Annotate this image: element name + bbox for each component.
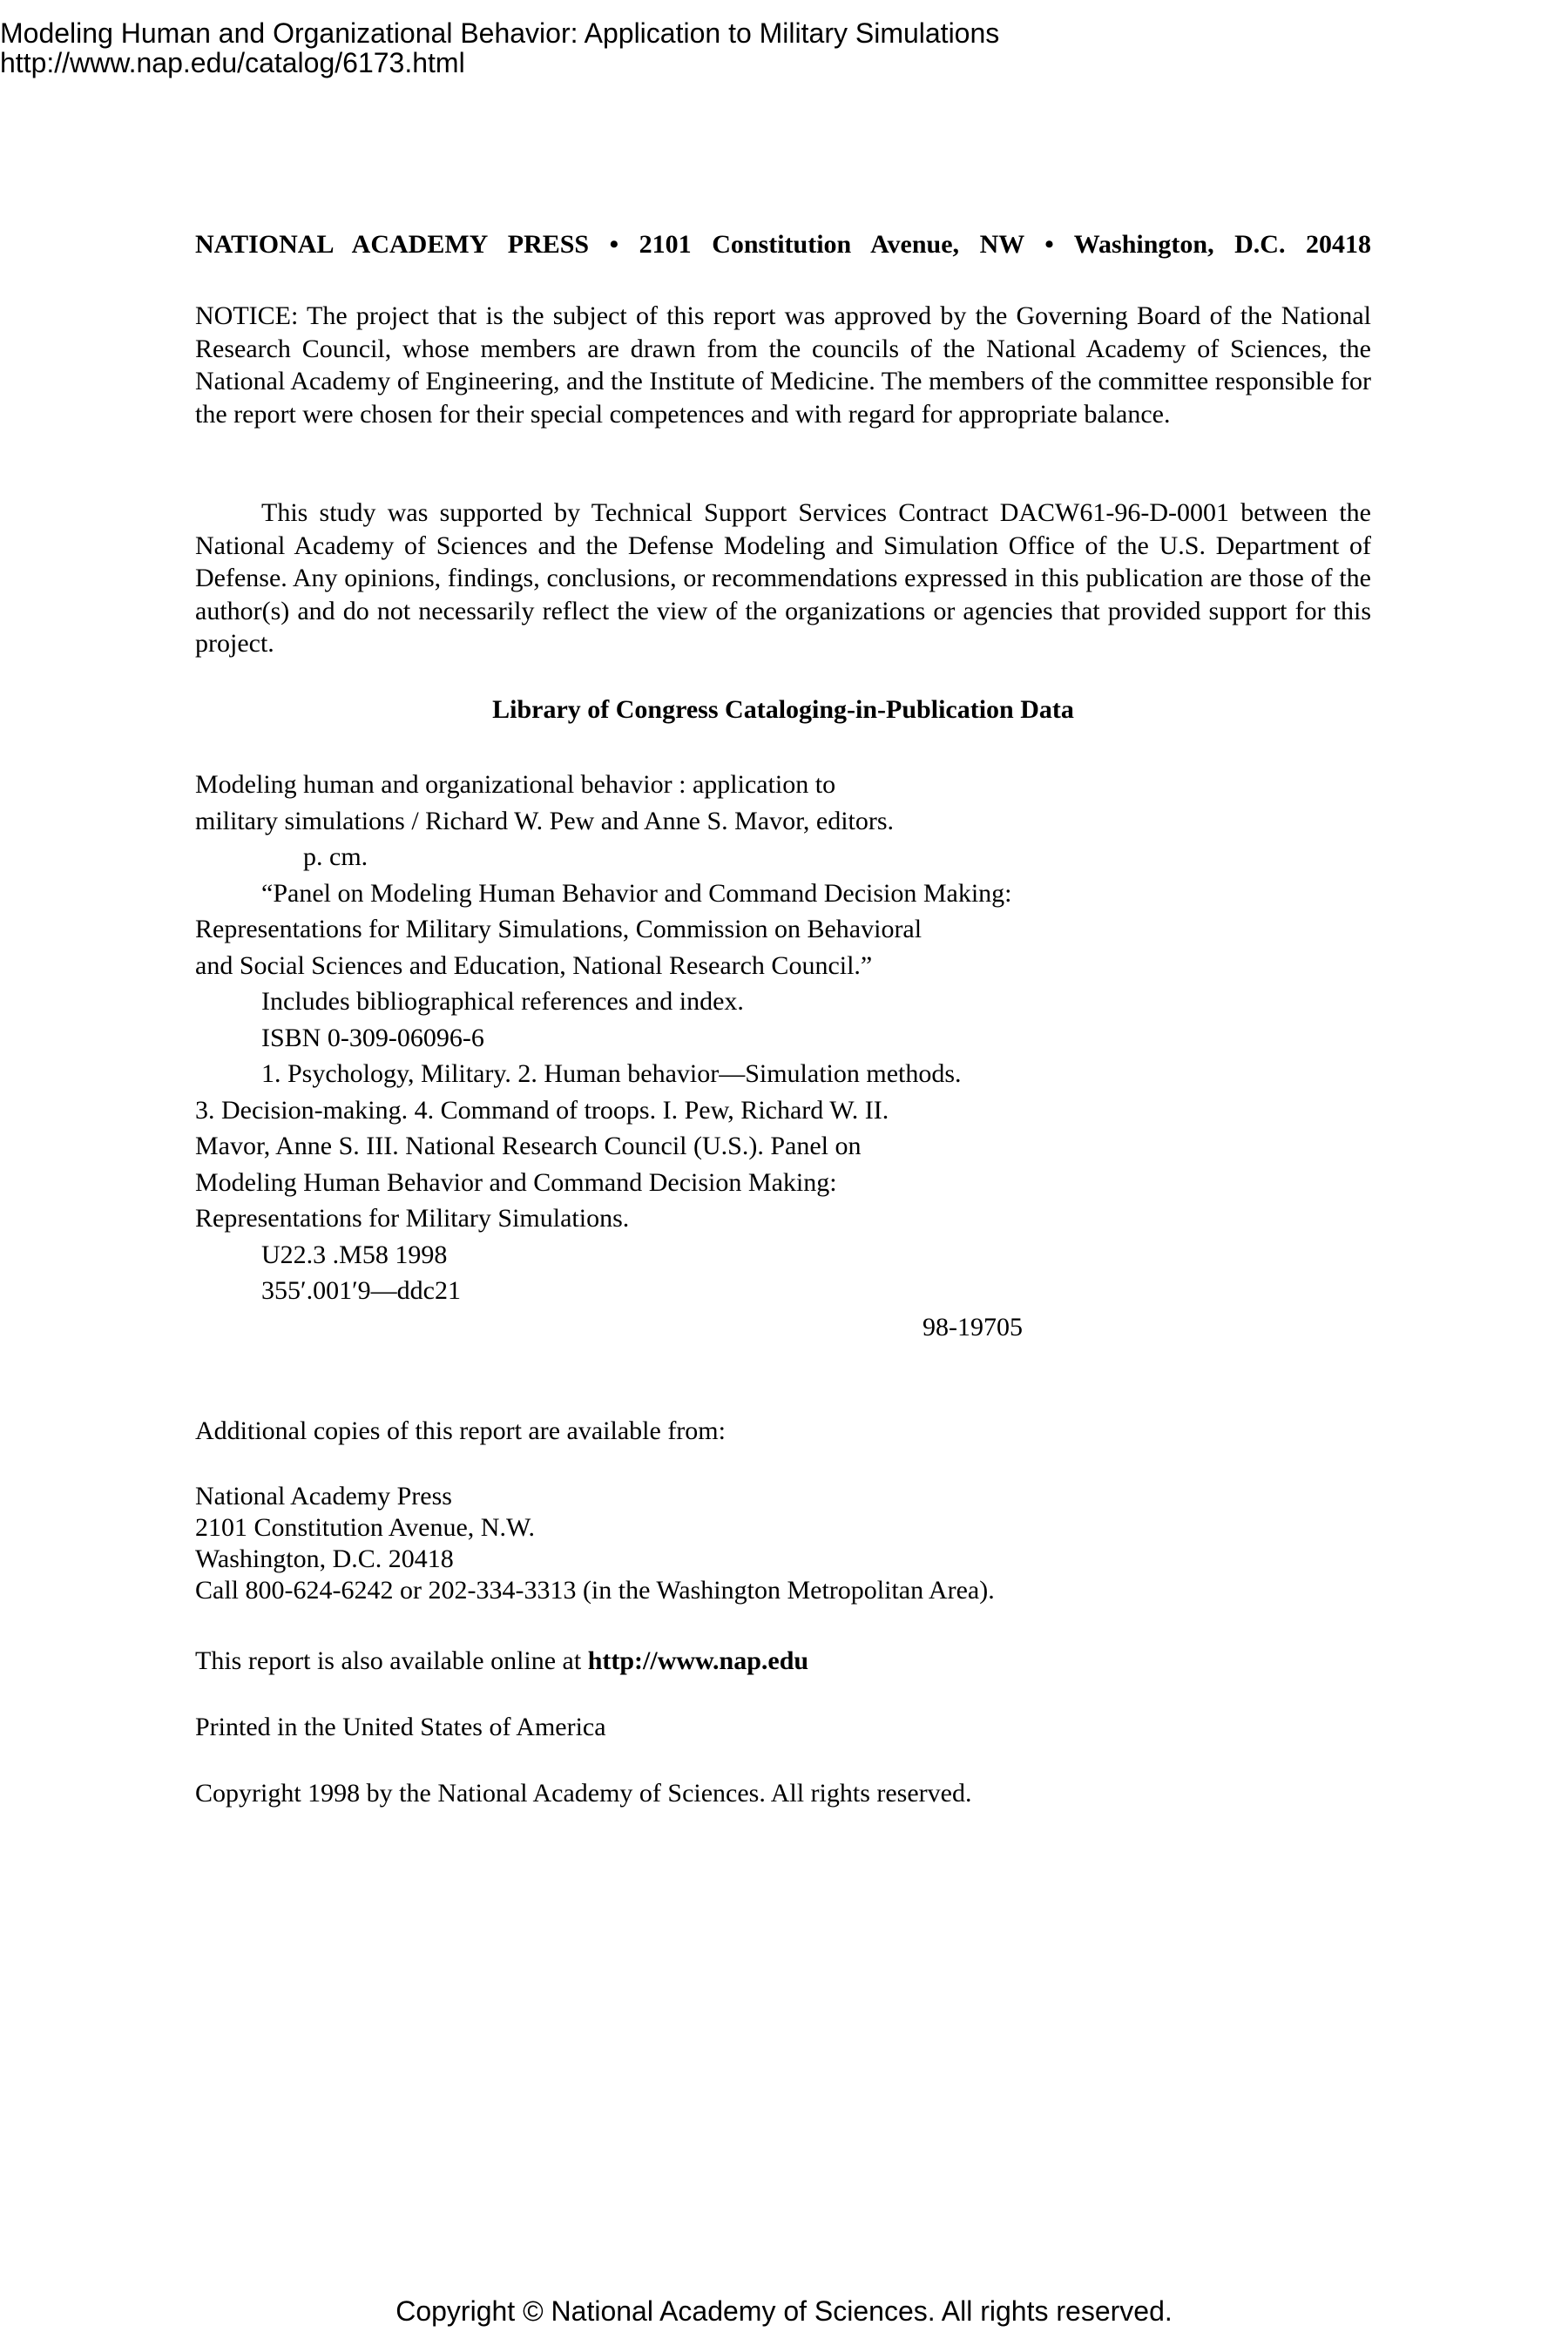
- cip-line: 1. Psychology, Military. 2. Human behavior—Simulation methods.: [261, 1059, 962, 1088]
- copyright-statement: Copyright 1998 by the National Academy of Sciences. All rights reserved.: [195, 1779, 972, 1808]
- online-availability: [195, 1645, 808, 1678]
- cip-data-block: [195, 767, 1153, 1345]
- printed-in-line: Printed in the United States of America: [195, 1713, 606, 1741]
- cip-heading: Library of Congress Cataloging-in-Publication Data: [492, 695, 1074, 724]
- notice-paragraph: NOTICE: The project that is the subject of this report was approved by the Governing Board of the National Research Council, whose members are drawn from the councils of the National Academy of Sciences, the National Academy of Engineering, and the Institute of Medicine. The members of the committee responsible for the report were chosen for their special competences and with regard for appropriate balance.: [195, 301, 1371, 429]
- cip-line: Representations for Military Simulations, Commission on Behavioral: [195, 915, 923, 943]
- support-paragraph: This study was supported by Technical Support Services Contract DACW61-96-D-0001 between the National Academy of Sciences and the Defense Modeling and Simulation Office of the U.S. Department of Defense. Any opinions, findings, conclusions, or recommendations expressed in this publication are those of the author(s) and do not necessarily reflect the view of the organizations or agencies that provided support for this project.: [195, 498, 1371, 658]
- cip-line: Representations for Military Simulations.: [195, 1204, 630, 1233]
- address-line: Call 800-624-6242 or 202-334-3313 (in the Washington Metropolitan Area).: [195, 1576, 995, 1605]
- cip-line: military simulations / Richard W. Pew and Anne S. Mavor, editors.: [195, 806, 895, 835]
- document-source-title: Modeling Human and Organizational Behavior: Application to Military Simulations: [0, 17, 1000, 49]
- cip-line: and Social Sciences and Education, National Research Council.”: [195, 950, 873, 980]
- nap-url-link[interactable]: http://www.nap.edu: [587, 1646, 809, 1675]
- cip-line: Includes bibliographical references and index.: [261, 987, 744, 1016]
- address-line: National Academy Press: [195, 1482, 452, 1511]
- publisher-address-line: NATIONAL ACADEMY PRESS • 2101 Constitution Avenue, NW • Washington, D.C. 20418: [195, 230, 1371, 259]
- cip-line: “Panel on Modeling Human Behavior and Command Decision Making:: [261, 878, 1012, 908]
- cip-line: ISBN 0-309-06096-6: [261, 1023, 484, 1052]
- cip-line: Modeling human and organizational behavior : application to: [195, 770, 836, 799]
- press-address-block: [195, 1481, 995, 1606]
- cip-line: 3. Decision-making. 4. Command of troops. I. Pew, Richard W. II.: [195, 1095, 889, 1125]
- cip-line: p. cm.: [303, 842, 368, 871]
- document-source-url: http://www.nap.edu/catalog/6173.html: [0, 47, 465, 78]
- availability-intro: Additional copies of this report are available from:: [195, 1416, 726, 1445]
- cip-line: Modeling Human Behavior and Command Decision Making:: [195, 1167, 837, 1197]
- address-line: 2101 Constitution Avenue, N.W.: [195, 1513, 535, 1542]
- page-footer-copyright: Copyright © National Academy of Sciences. All rights reserved.: [395, 2295, 1173, 2327]
- address-line: Washington, D.C. 20418: [195, 1544, 454, 1573]
- cip-control-number: 98-19705: [923, 1312, 1023, 1342]
- online-prefix: This report is also available online at: [195, 1646, 588, 1675]
- cip-line: U22.3 .M58 1998: [261, 1240, 448, 1269]
- cip-line: 355′.001′9—ddc21: [261, 1276, 461, 1305]
- cip-line: Mavor, Anne S. III. National Research Council (U.S.). Panel on: [195, 1132, 862, 1160]
